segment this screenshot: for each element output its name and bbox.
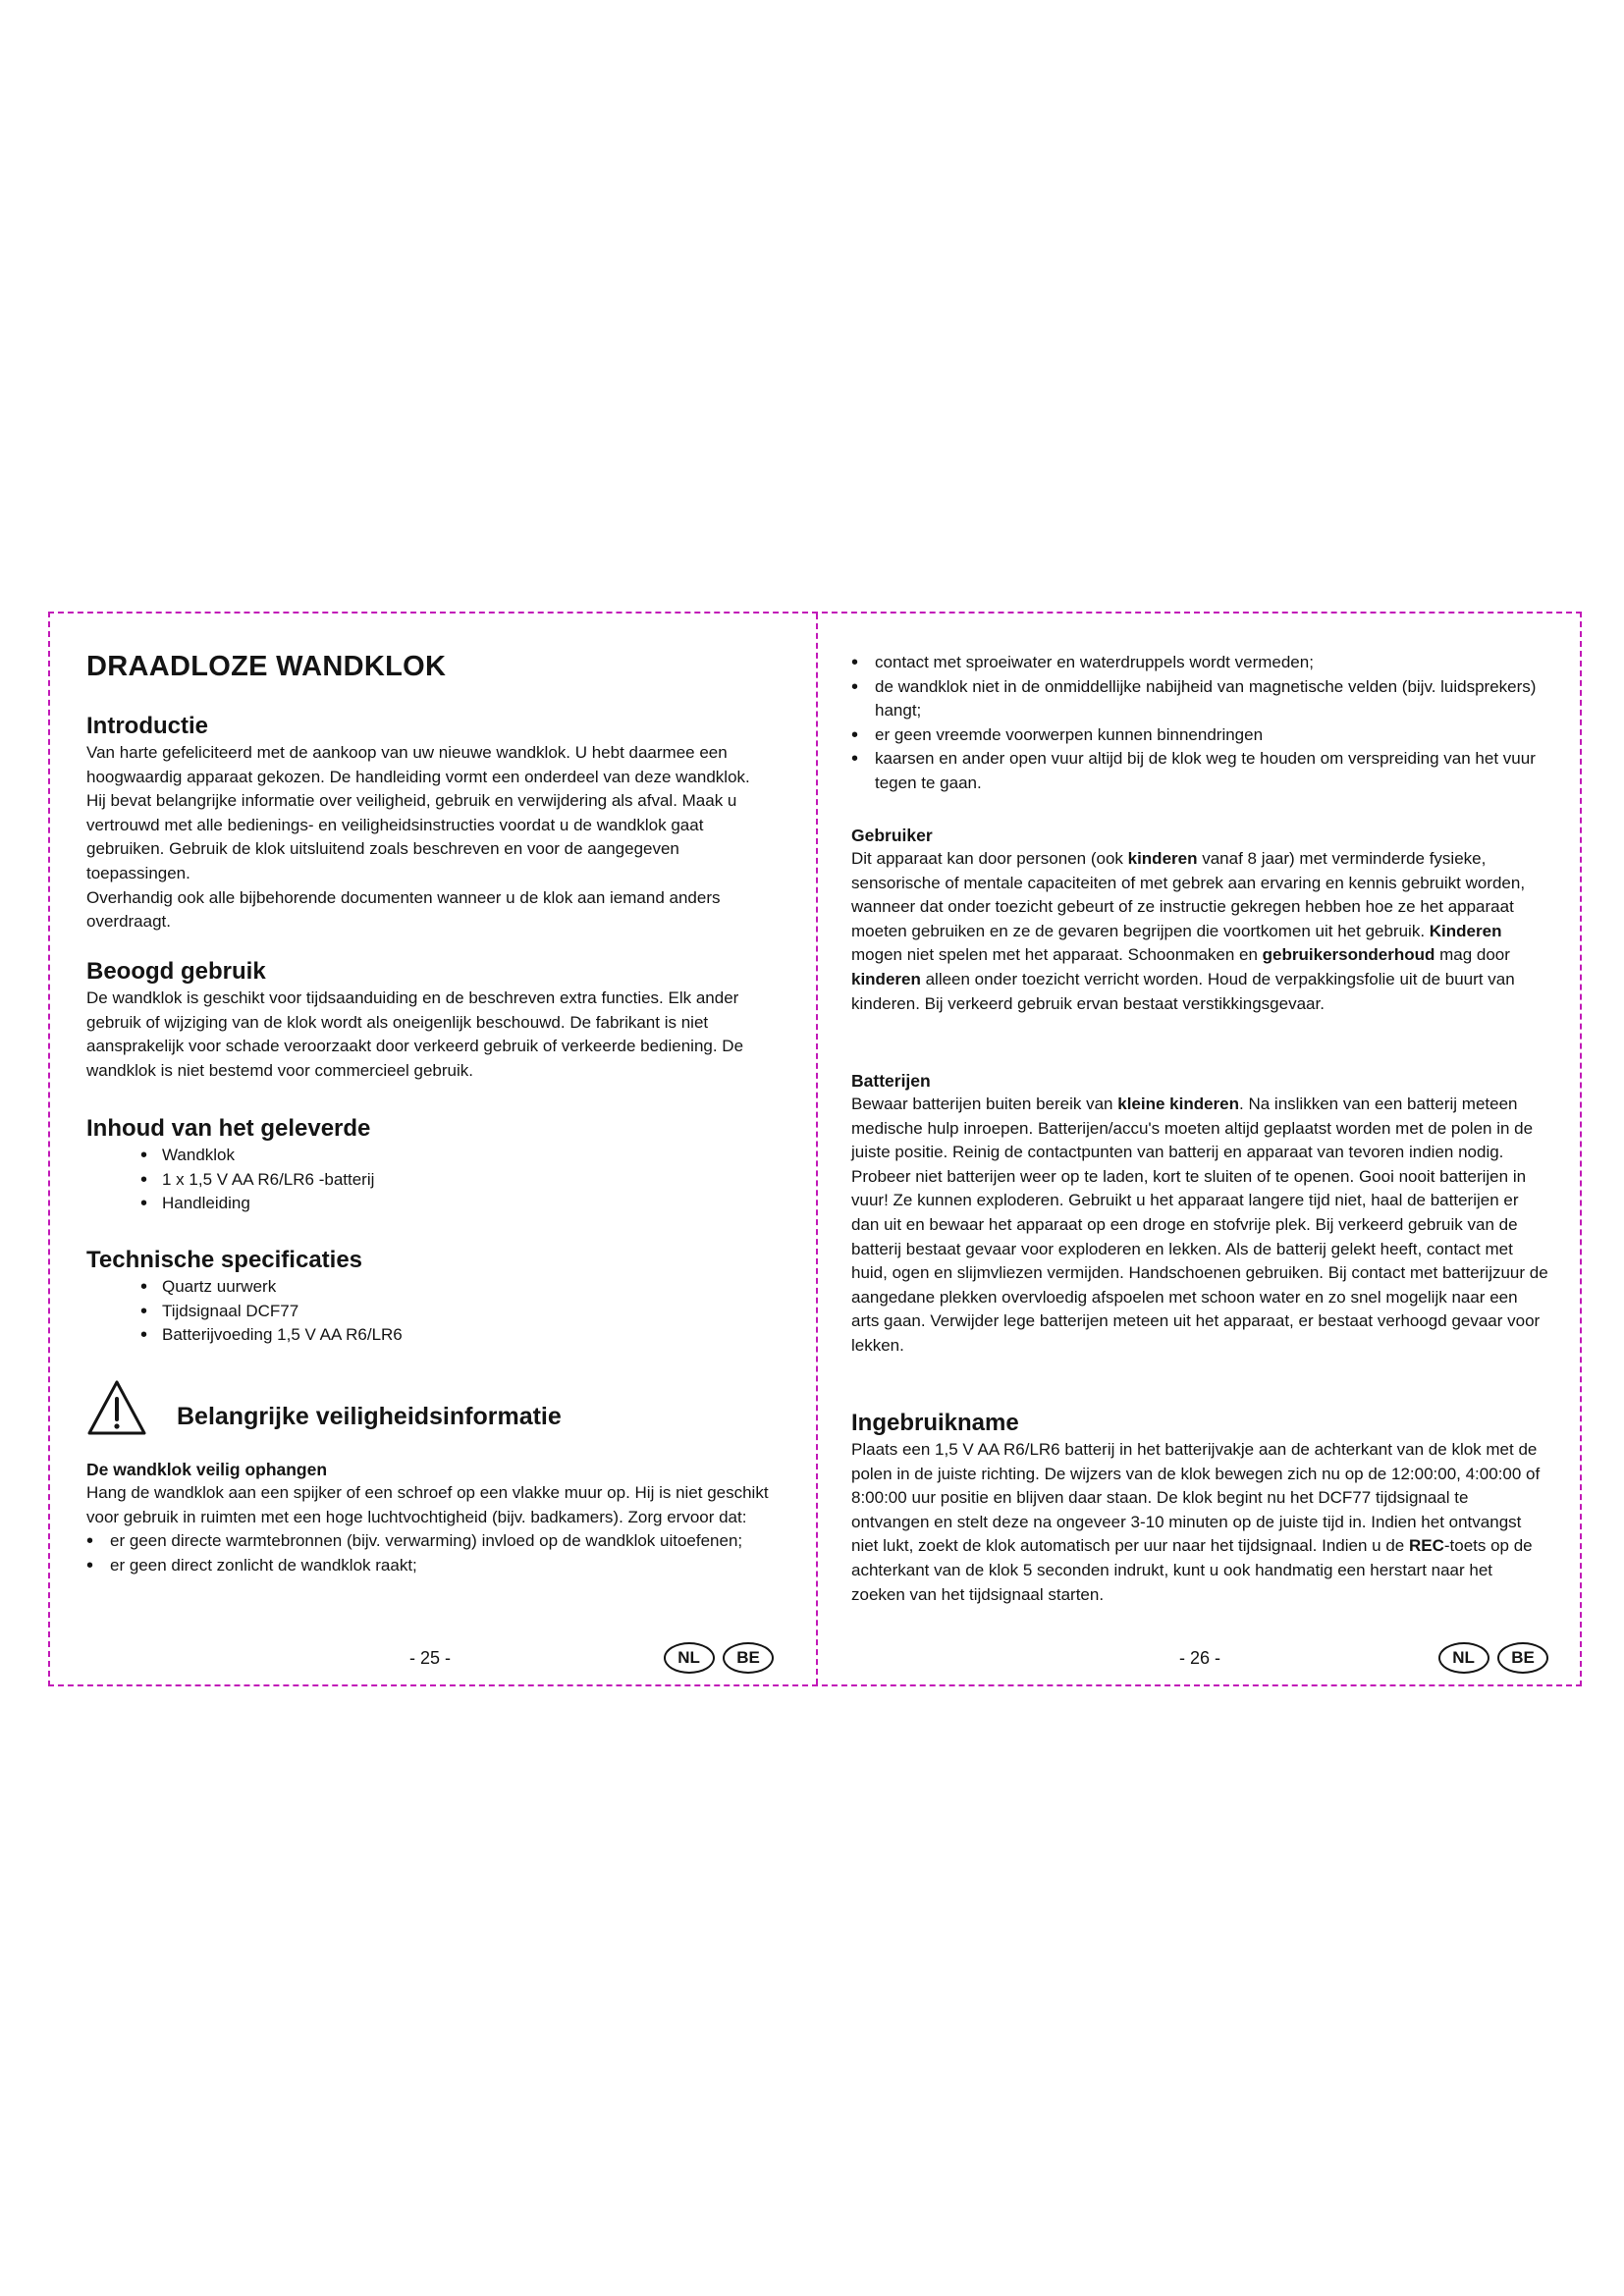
user-section [851, 824, 1548, 1016]
safety-continued-section [851, 651, 1548, 796]
safety-continued-list [851, 651, 1548, 796]
intro-text: Van harte gefeliciteerd met de aankoop van uw nieuwe wandklok. U hebt daarmee een hoogwaardig apparaat gekozen. De handleiding vormt een onderdeel van deze wandklok. Hij bevat belangrijke informatie over veiligheid, gebruik en verwijdering als afval. Maak u vertrouwd met alle bedienings- en veiligheidsinstructies voordat u de wandklok gaat gebruiken. Gebruik de klok uitsluitend zoals beschreven en voor de aangegeven toepassingen. [86, 743, 750, 882]
list-item: • Handleiding [140, 1192, 774, 1216]
warning-triangle-icon [86, 1379, 147, 1436]
hang-list [86, 1529, 774, 1577]
manual-spread [48, 612, 1582, 1686]
list-item: • contact met sproeiwater en waterdruppels wordt vermeden; [851, 651, 1548, 675]
page-right [851, 614, 1548, 1688]
hang-text: Hang de wandklok aan een spijker of een schroef op een vlakke muur op. Hij is niet geschikt voor gebruik in ruimten met een hoge luchtvochtigheid (bijv. badkamers). Zorg ervoor dat: [86, 1483, 769, 1526]
list-item: • er geen vreemde voorwerpen kunnen binnendringen [851, 723, 1548, 748]
page-footer [851, 1642, 1548, 1678]
language-badges [1435, 1642, 1548, 1674]
intended-use-section [86, 957, 774, 1083]
list-item: • kaarsen en ander open vuur altijd bij de klok weg te houden om verspreiding van het vuur tegen te gaan. [851, 747, 1548, 795]
language-badge-be: BE [1497, 1642, 1548, 1674]
list-item: • er geen directe warmtebronnen (bijv. verwarming) invloed op de wandklok uitoefenen; [86, 1529, 774, 1554]
user-heading: Gebruiker [851, 826, 933, 845]
hang-section [86, 1458, 774, 1577]
list-item: • er geen direct zonlicht de wandklok raakt; [86, 1554, 774, 1578]
list-item: • Batterijvoeding 1,5 V AA R6/LR6 [140, 1323, 774, 1348]
startup-section [851, 1409, 1548, 1607]
safety-header [86, 1379, 774, 1442]
batteries-heading: Batterijen [851, 1071, 931, 1091]
contents-section [86, 1114, 774, 1216]
language-badge-be: BE [723, 1642, 774, 1674]
hang-heading: De wandklok veilig ophangen [86, 1460, 328, 1479]
startup-text: Plaats een 1,5 V AA R6/LR6 batterij in het batterijvakje aan de achterkant van de klok met de polen in de juiste richting. De wijzers van de klok bewegen zich nu op de 12:00:00, 4:00:00 of 8:00:00 uur positie en blijven daar staan. De klok begint nu het DCF77 tijdsignaal te ontvangen en stelt deze na ongeveer 3-10 minuten op de juiste tijd in. Indien het ontvangst niet lukt, zoekt de klok automatisch per uur naar het tijdsignaal. Indien u de REC-toets op de achterkant van de klok 5 seconden indrukt, kunt u ook handmatig een herstart naar het zoeken van het tijdsignaal starten. [851, 1440, 1541, 1604]
intended-use-heading: Beoogd gebruik [86, 958, 266, 985]
page-number: - 25 - [408, 1648, 451, 1668]
list-item: • Tijdsignaal DCF77 [140, 1300, 774, 1324]
page-footer [86, 1642, 774, 1678]
startup-heading: Ingebruikname [851, 1410, 1019, 1436]
list-item: • Wandklok [140, 1144, 774, 1168]
user-text: Dit apparaat kan door personen (ook kinderen vanaf 8 jaar) met verminderde fysieke, sensorische of mentale capaciteiten of met gebrek aan ervaring en kennis gebruikt worden, wanneer dat onder toezicht gebeurt of ze instructie gekregen hebben hoe ze het apparaat moeten gebruiken en ze de gevaren begrijpen die voortkomen uit het gebruik. Kinderen mogen niet spelen met het apparaat. Schoonmaken en gebruikersonderhoud mag door kinderen alleen onder toezicht verricht worden. Houd de verpakkingsfolie uit de buurt van kinderen. Bij verkeerd gebruik ervan bestaat verstikkingsgevaar. [851, 849, 1526, 1013]
intro-section [86, 712, 774, 934]
language-badge-nl: NL [664, 1642, 715, 1674]
language-badge-nl: NL [1438, 1642, 1489, 1674]
language-badges [660, 1642, 774, 1674]
intro-text-2: Overhandig ook alle bijbehorende documenten wanneer u de klok aan iemand anders overdraagt. [86, 887, 721, 932]
contents-list [140, 1144, 774, 1216]
batteries-section [851, 1069, 1548, 1359]
intended-use-text: De wandklok is geschikt voor tijdsaanduiding en de beschreven extra functies. Elk ander gebruik of wijziging van de klok wordt als oneigenlijk beschouwd. De fabrikant is niet aansprakelijk voor schade veroorzaakt door verkeerd gebruik of verkeerde bediening. De wandklok is niet bestemd voor commercieel gebruik. [86, 988, 744, 1080]
specs-section [86, 1246, 774, 1348]
list-item: • 1 x 1,5 V AA R6/LR6 -batterij [140, 1168, 774, 1193]
document-title: DRAADLOZE WANDKLOK [86, 651, 447, 682]
intro-heading: Introductie [86, 713, 208, 739]
batteries-text: Bewaar batterijen buiten bereik van kleine kinderen. Na inslikken van een batterij meteen medische hulp inroepen. Batterijen/accu's moeten altijd geplaatst worden met de polen in de juiste positie. Reinig de contactpunten van batterij en apparaat van tevoren indien nodig. Probeer niet batterijen weer op te laden, kort te sluiten of te openen. Gooi nooit batterijen in vuur! Ze kunnen exploderen. Gebruikt u het apparaat langere tijd niet, haal de batterijen er dan uit en bewaar het apparaat op een droge en stofvrije plek. Bij verkeerd gebruik van de batterij bestaat gevaar voor exploderen en lekken. Als de batterij gelekt heeft, contact met huid, ogen en slijmvliezen vermijden. Handschoenen gebruiken. Bij contact met batterijzuur de aangedane plekken overvloedig afspoelen met schoon water en zo snel mogelijk naar een arts gaan. Verwijder lege batterijen meteen uit het apparaat, er bestaat verhoogd gevaar voor lekken. [851, 1095, 1548, 1355]
page-left [86, 614, 774, 1688]
specs-list [140, 1275, 774, 1348]
list-item: • Quartz uurwerk [140, 1275, 774, 1300]
specs-heading: Technische specificaties [86, 1247, 363, 1273]
page-number: - 26 - [1178, 1648, 1220, 1668]
contents-heading: Inhoud van het geleverde [86, 1115, 371, 1142]
page-divider [816, 614, 818, 1684]
list-item: • de wandklok niet in de onmiddellijke nabijheid van magnetische velden (bijv. luidsprekers) hangt; [851, 675, 1548, 723]
safety-heading: Belangrijke veiligheidsinformatie [177, 1403, 562, 1430]
